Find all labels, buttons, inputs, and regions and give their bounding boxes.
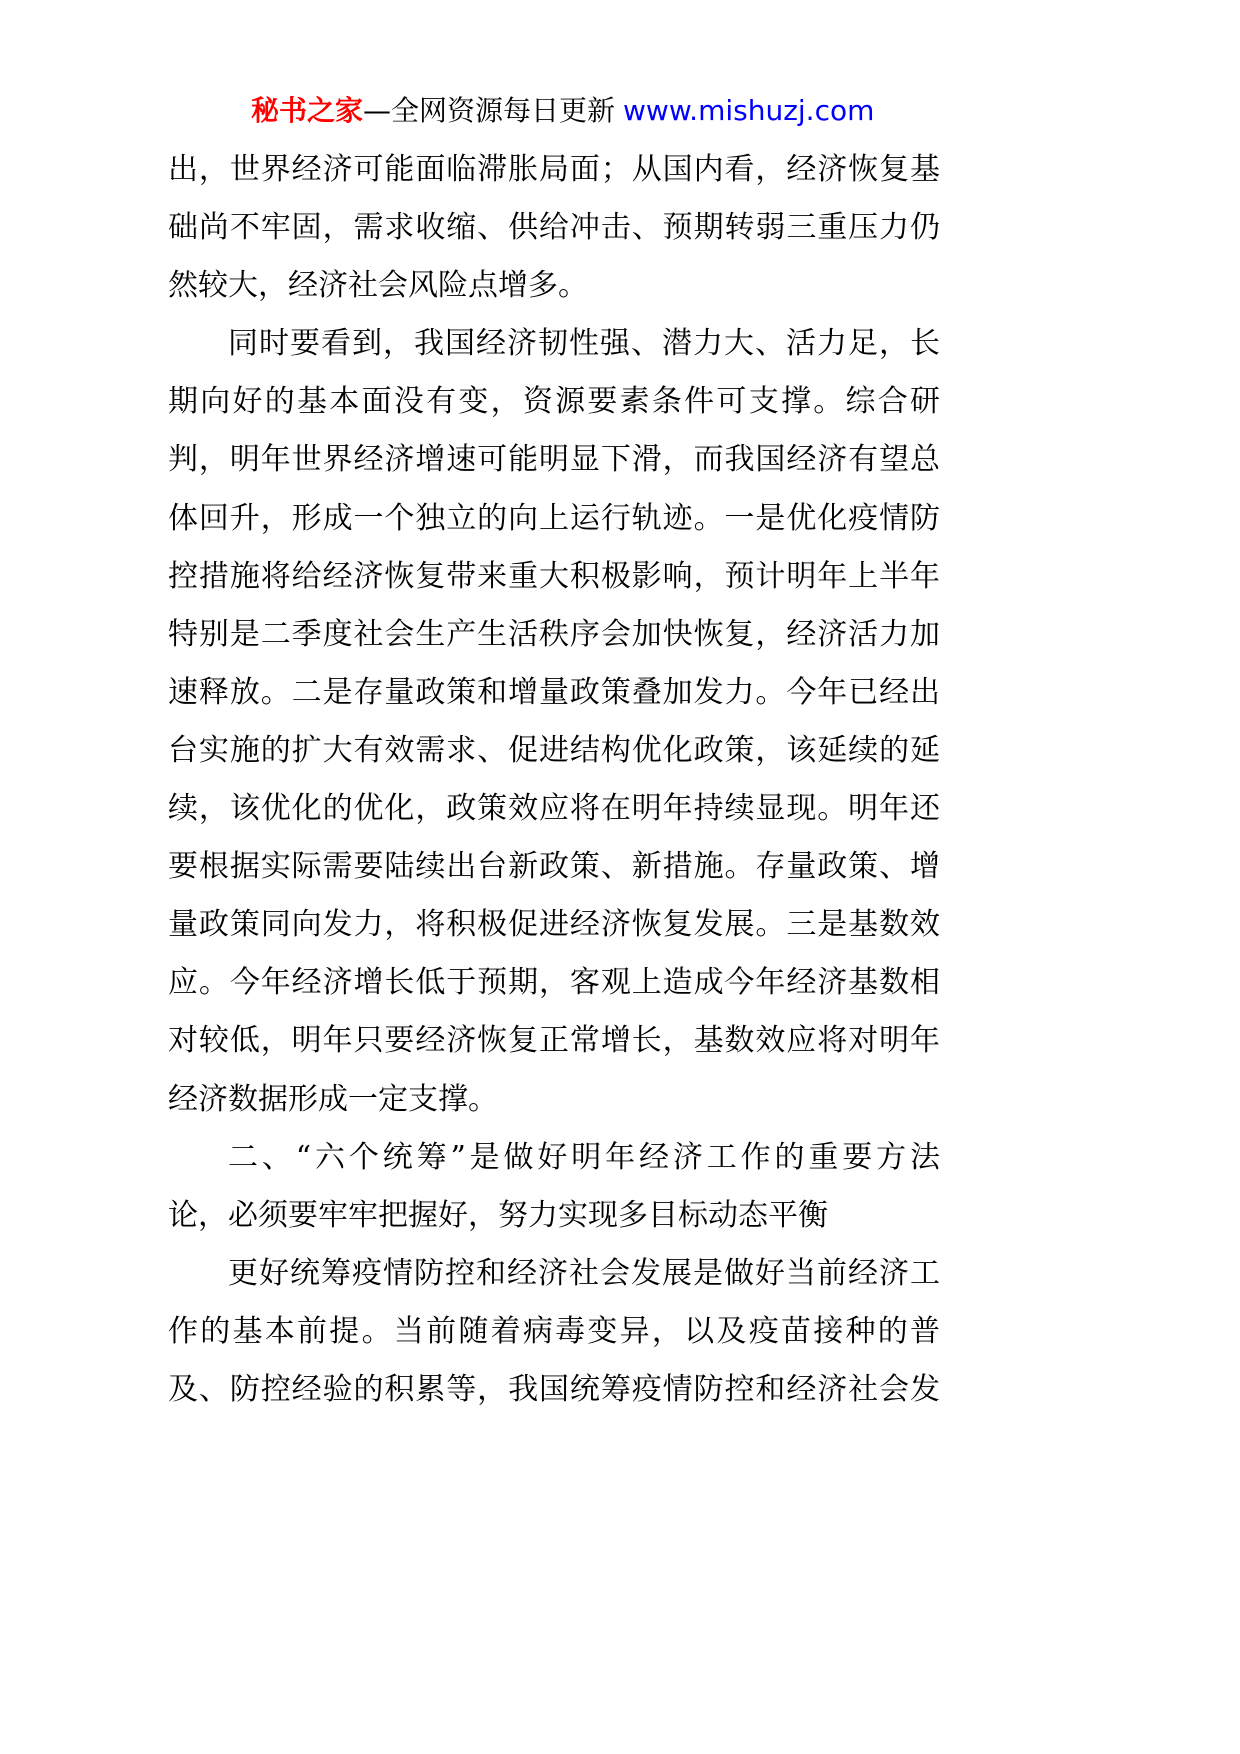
page-header	[251, 92, 874, 130]
text-line: 及、防控经验的积累等，我国统筹疫情防控和经济社会发	[168, 1371, 940, 1407]
text-line: 出，世界经济可能面临滞胀局面；从国内看，经济恢复基	[168, 152, 940, 187]
text-line: 判，明年世界经济增速可能明显下滑，而我国经济有望总	[168, 442, 940, 478]
text-line: 经济数据形成一定支撑。	[168, 1081, 498, 1117]
text-line: 速释放。二是存量政策和增量政策叠加发力。今年已经出	[168, 674, 940, 710]
text-line: 应。今年经济增长低于预期，客观上造成今年经济基数相	[168, 965, 940, 1001]
text-line: 台实施的扩大有效需求、促进结构优化政策，该延续的延	[168, 732, 940, 768]
text-line: 同时要看到，我国经济韧性强、潜力大、活力足，长	[228, 326, 940, 362]
text-line: 期向好的基本面没有变，资源要素条件可支撑。综合研	[168, 384, 940, 420]
header-tagline: —全网资源每日更新	[363, 94, 616, 127]
text-line: 作的基本前提。当前随着病毒变异，以及疫苗接种的普	[168, 1313, 940, 1349]
text-line: 续，该优化的优化，政策效应将在明年持续显现。明年还	[168, 791, 940, 827]
text-line: 量政策同向发力，将积极促进经济恢复发展。三是基数效	[168, 907, 940, 943]
text-line: 础尚不牢固，需求收缩、供给冲击、预期转弱三重压力仍	[168, 210, 940, 246]
heading-line: 二、“六个统筹”是做好明年经济工作的重要方法	[228, 1139, 940, 1175]
text-line: 体回升，形成一个独立的向上运行轨迹。一是优化疫情防	[168, 500, 940, 536]
text-line: 对较低，明年只要经济恢复正常增长，基数效应将对明年	[168, 1023, 940, 1059]
text-line: 更好统筹疫情防控和经济社会发展是做好当前经济工	[228, 1255, 940, 1291]
website-url: www.mishuzj.com	[623, 94, 875, 127]
section-heading	[168, 1129, 940, 1245]
text-line: 要根据实际需要陆续出台新政策、新措施。存量政策、增	[168, 849, 940, 885]
text-line: 控措施将给经济恢复带来重大积极影响，预计明年上半年	[168, 558, 940, 594]
paragraph-continuation	[168, 141, 940, 315]
document-body	[168, 141, 940, 1419]
paragraph-outlook	[168, 315, 940, 1128]
text-line: 然较大，经济社会风险点增多。	[168, 268, 588, 304]
heading-line: 论，必须要牢牢把握好，努力实现多目标动态平衡	[168, 1197, 828, 1233]
text-line: 特别是二季度社会生产生活秩序会加快恢复，经济活力加	[168, 616, 940, 652]
brand-name: 秘书之家	[251, 94, 364, 127]
paragraph-coordination	[168, 1245, 940, 1419]
